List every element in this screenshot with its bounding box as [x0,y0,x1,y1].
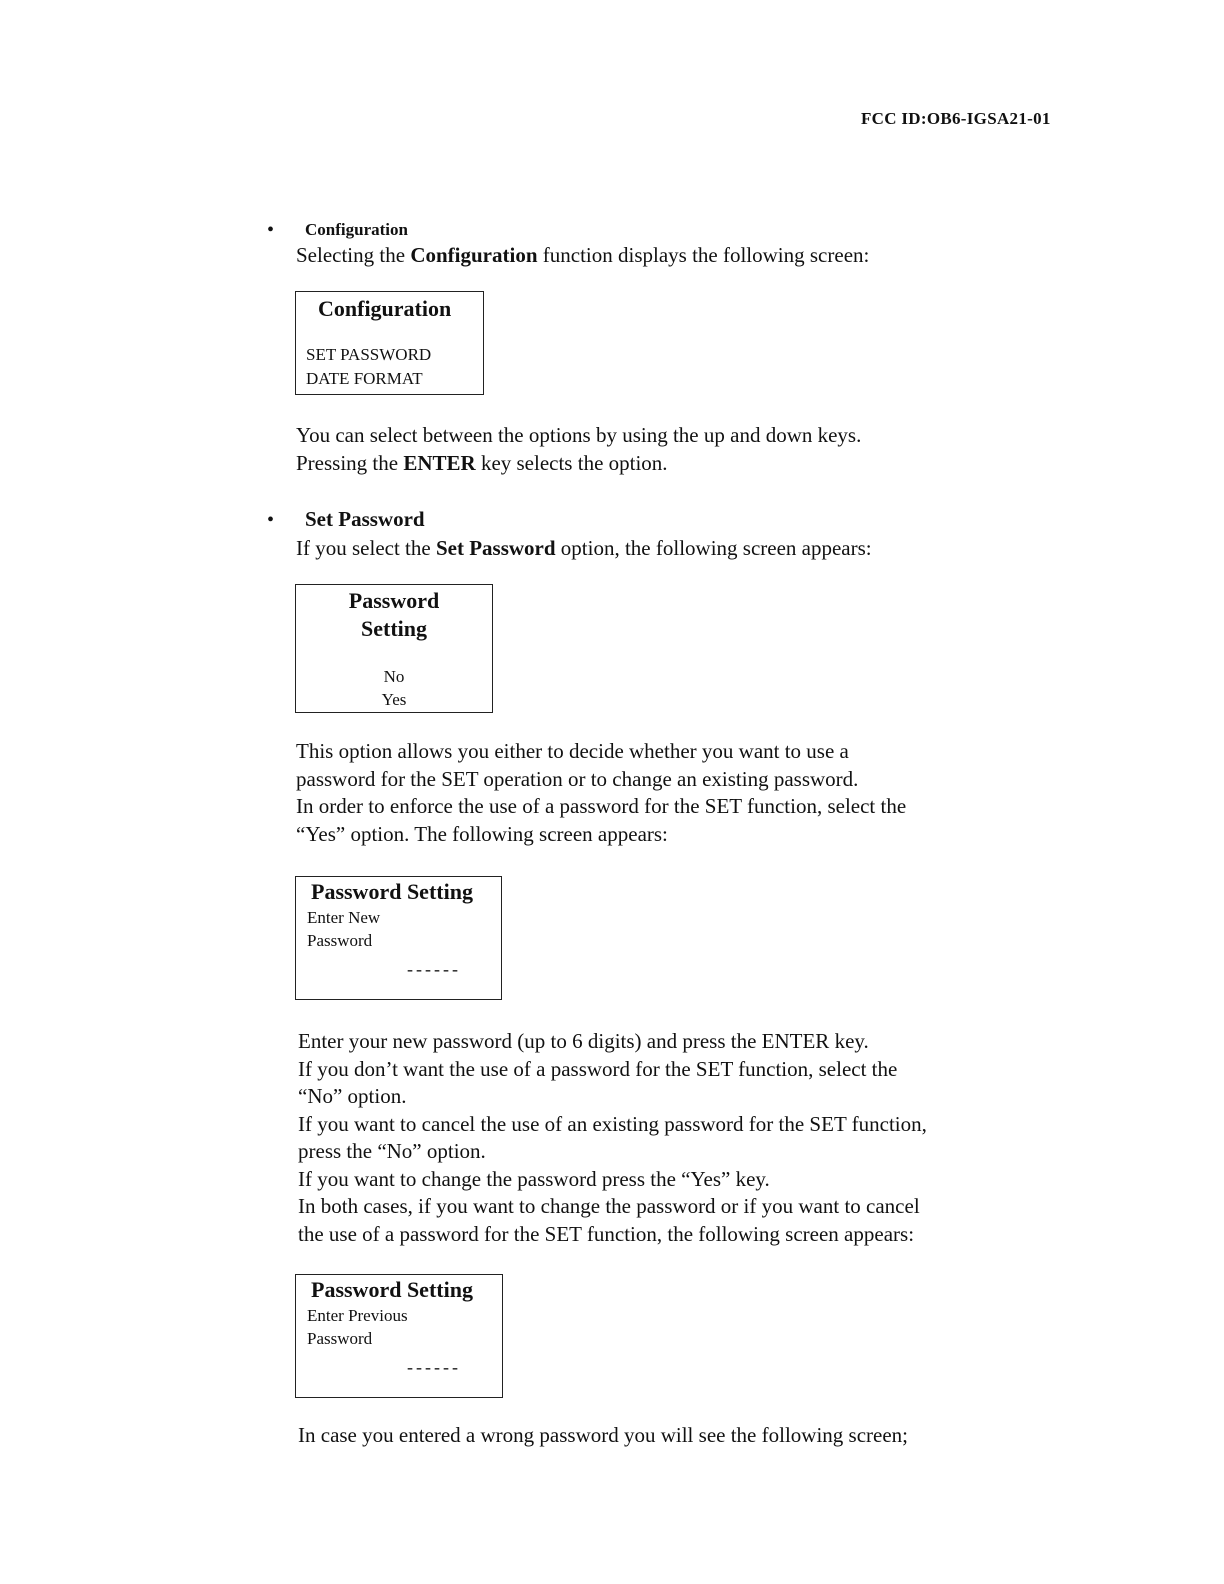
text-line: Pressing the ENTER key selects the option. [296,450,668,475]
text-line: “Yes” option. The following screen appears: [296,821,668,846]
enter-new-password-screen [295,876,502,1000]
screen-title: Password Setting [311,1277,473,1302]
text-line: press the “No” option. [298,1139,486,1163]
option-yes: Yes [381,690,407,709]
screen-line-password: Password [307,1329,373,1348]
section-title-configuration: Configuration [305,220,408,239]
screen-line-enter-previous: Enter Previous [307,1306,408,1325]
text-line: If you don’t want the use of a password for the SET function, select the [298,1056,898,1081]
password-setting-screen [295,584,493,713]
set-password-para3: In case you entered a wrong password you will see the following screen; [298,1423,908,1447]
text-line: In both cases, if you want to change the password or if you want to cancel [298,1194,920,1218]
text-line: If you want to change the password press the “Yes” key. [298,1166,770,1191]
menu-item-set-password: SET PASSWORD [306,345,432,364]
screen-title: Password Setting [311,879,473,904]
text-line: the use of a password for the SET function, the following screen appears: [298,1221,915,1246]
configuration-after-text [296,422,861,477]
set-password-para1 [296,738,906,848]
screen-line-password: Password [307,931,373,950]
text-line: You can select between the options by using the up and down keys. [296,423,862,447]
text-line: If you want to cancel the use of an existing password for the SET function, [298,1111,927,1136]
bullet-icon: • [267,219,275,241]
text-line: “No” option. [298,1084,407,1108]
password-placeholder-dashes: ------ [407,959,461,979]
text-line: password for the SET operation or to change an existing password. [296,766,859,791]
text-line: This option allows you either to decide whether you want to use a [296,739,849,763]
text-line: Enter your new password (up to 6 digits) and press the ENTER key. [298,1029,869,1053]
configuration-screen [295,291,484,395]
section-title-set-password: Set Password [305,507,425,531]
password-placeholder-dashes: ------ [407,1357,461,1377]
bullet-icon: • [267,509,275,531]
menu-item-date-format: DATE FORMAT [306,369,423,388]
enter-previous-password-screen [295,1274,503,1398]
screen-title: Configuration [318,296,452,321]
screen-line-enter-new: Enter New [307,908,381,927]
configuration-intro: Selecting the Configuration function displays the following screen: [296,243,870,267]
option-no: No [383,667,405,686]
fcc-id: FCC ID:OB6-IGSA21-01 [861,109,1051,128]
set-password-intro: If you select the Set Password option, the following screen appears: [296,536,872,560]
text-line: In order to enforce the use of a password for the SET function, select the [296,794,907,818]
screen-title-line2: Setting [361,616,427,641]
set-password-para2 [298,1028,927,1248]
screen-title-line1: Password [348,588,440,613]
